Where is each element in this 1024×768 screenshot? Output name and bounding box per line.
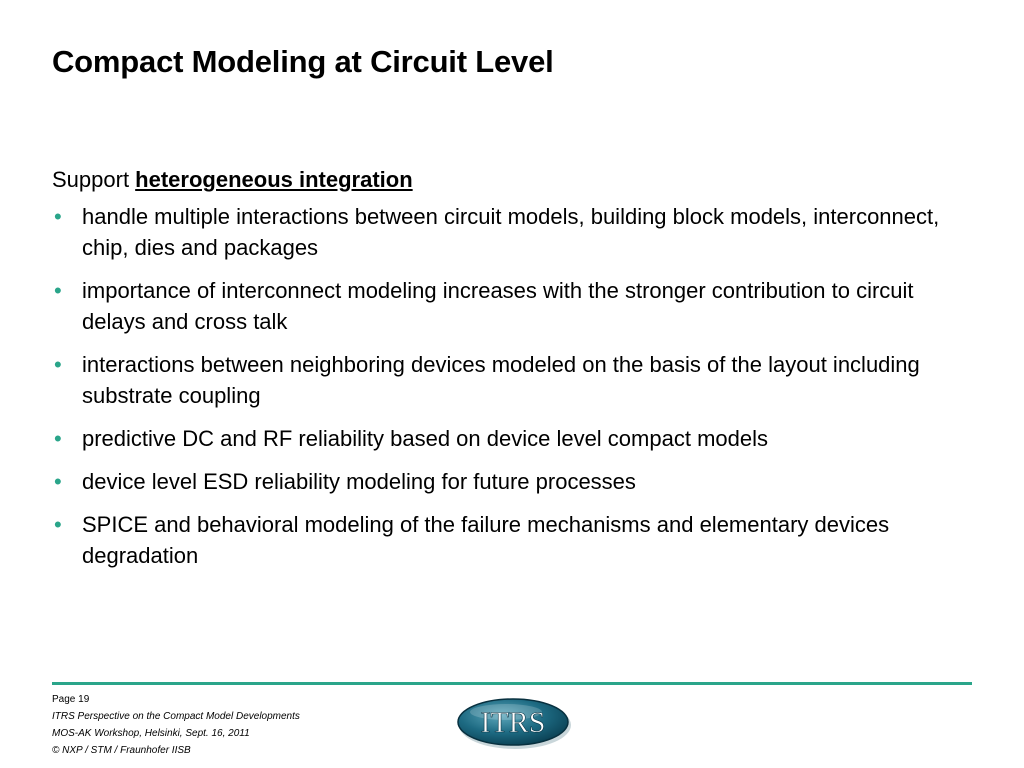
slide-title: Compact Modeling at Circuit Level [52,44,554,79]
bullet-item [52,466,972,497]
slide-content [52,164,972,583]
logo-text: ITRS [480,706,546,739]
intro-line [52,164,972,195]
footer-divider [52,682,972,685]
bullet-marker: • [54,469,62,494]
bullet-item [52,509,972,571]
bullet-text: interactions between neighboring devices modeled on the basis of the layout including substrate coupling [82,352,920,408]
footer-event: MOS-AK Workshop, Helsinki, Sept. 16, 2011 [52,728,250,739]
footer-copyright: © NXP / STM / Fraunhofer IISB [52,745,191,756]
bullet-item [52,349,972,411]
bullet-text: SPICE and behavioral modeling of the failure mechanisms and elementary devices degradation [82,512,890,568]
bullet-text: importance of interconnect modeling increases with the stronger contribution to circuit delays and cross talk [82,278,914,334]
bullet-list [52,201,972,571]
bullet-item [52,275,972,337]
bullet-marker: • [54,512,62,537]
footer-presentation-title: ITRS Perspective on the Compact Model Developments [52,711,300,722]
bullet-text: predictive DC and RF reliability based on device level compact models [82,426,768,451]
itrs-logo [456,694,572,750]
bullet-marker: • [54,426,62,451]
bullet-text: handle multiple interactions between circuit models, building block models, interconnect, chip, dies and packages [82,204,940,260]
bullet-item [52,201,972,263]
bullet-item [52,423,972,454]
intro-prefix: Support [52,167,136,192]
bullet-marker: • [54,204,62,229]
bullet-text: device level ESD reliability modeling for future processes [82,469,636,494]
footer-page-number: Page 19 [52,694,90,705]
footer-text [52,690,300,759]
intro-emphasis: heterogeneous integration [135,167,413,192]
bullet-marker: • [54,278,62,303]
bullet-marker: • [54,352,62,377]
